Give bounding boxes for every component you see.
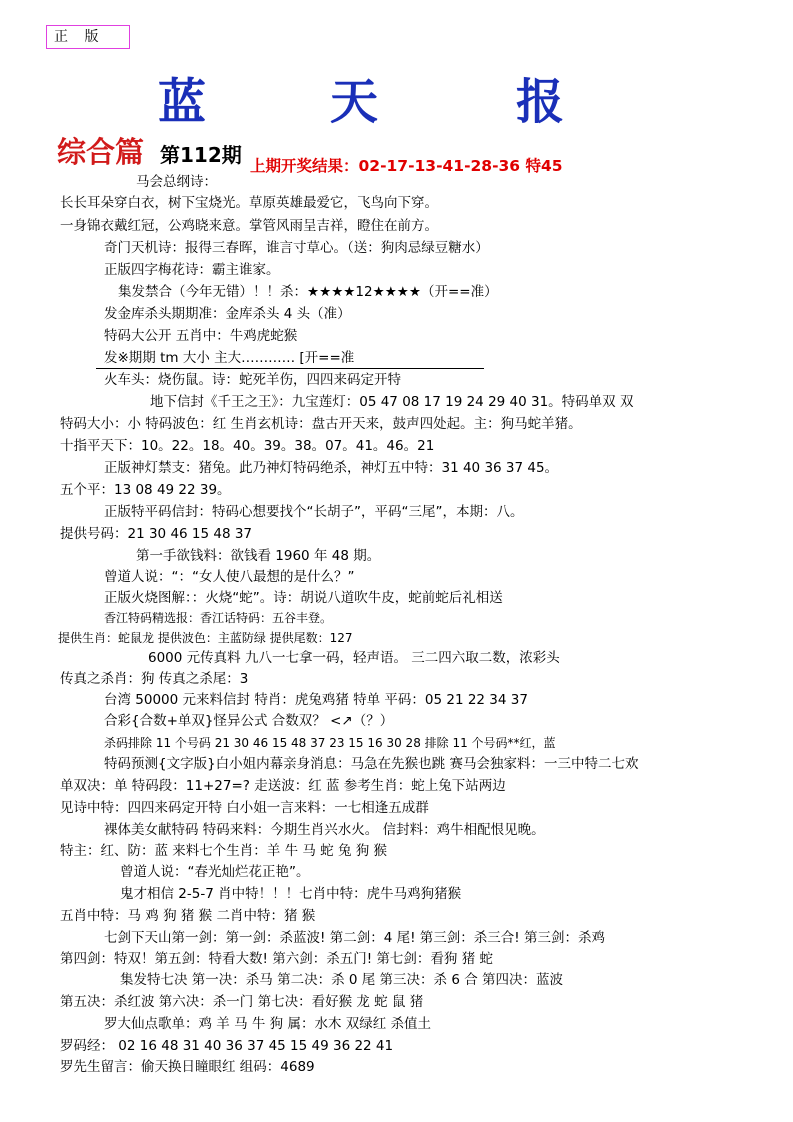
masthead-char-2: 天	[330, 74, 379, 130]
text-line: 正版神灯禁支：猪兔。此乃神灯特码绝杀，神灯五中特：31 40 36 37 45。	[104, 460, 559, 476]
text-line: 特码预测{文字版}白小姐内幕亲身消息：马急在先猴也跳 赛马会独家料：一三中特二七欢	[104, 756, 639, 772]
text-line: 台湾 50000 元来料信封 特肖：虎兔鸡猪 特单 平码：05 21 22 34 37	[104, 692, 528, 708]
text-line: 集发禁合（今年无错）！！杀：★★★★12★★★★（开==准）	[118, 284, 498, 300]
text-line: 见诗中特：四四来码定开特 白小姐一言来料：一七相逢五成群	[60, 800, 429, 816]
text-line: 发※期期 tm 大小 主大………… [开==准	[104, 350, 355, 366]
text-line: 单双决：单 特码段：11+27=? 走送波：红 蓝 参考生肖：蛇上兔下站两边	[60, 778, 506, 794]
text-line: 地下信封《千王之王》：九宝莲灯：05 47 08 17 19 24 29 40 31。特码单双 双	[150, 394, 634, 410]
text-line: 发金库杀头期期准：金库杀头 4 头（准）	[104, 306, 351, 322]
text-line: 正版四字梅花诗：霸主谁家。	[104, 262, 280, 278]
text-line: 罗先生留言：偷天换日瞳眼红 组码：4689	[60, 1059, 315, 1075]
text-line: 长长耳朵穿白衣，树下宝烧光。草原英雄最爱它，飞鸟向下穿。	[60, 195, 438, 211]
text-line: 香江特码精选报：香江话特码：五谷丰登。	[104, 611, 333, 625]
text-line: 五个平：13 08 49 22 39。	[60, 482, 231, 498]
text-line: 五肖中特：马 鸡 狗 猪 猴 二肖中特：猪 猴	[60, 908, 316, 924]
text-line: 特码大小：小 特码波色：红 生肖玄机诗：盘古开天来，鼓声四处起。主：狗马蛇羊猪。	[60, 416, 582, 432]
masthead-char-3: 报	[516, 74, 565, 130]
text-line: 特主：红、防：蓝 来料七个生肖：羊 牛 马 蛇 兔 狗 猴	[60, 843, 388, 859]
text-line: 罗大仙点歌单：鸡 羊 马 牛 狗 属：水木 双绿红 杀值土	[104, 1016, 432, 1032]
issue-number: 第112期	[160, 143, 242, 167]
text-line: 集发特七决 第一决：杀马 第二决：杀 0 尾 第三决：杀 6 合 第四决：蓝波	[120, 972, 564, 988]
text-line: 第四剑：特双！第五剑：特看大数! 第六剑：杀五门! 第七剑：看狗 猪 蛇	[60, 951, 493, 967]
edition-badge: 正 版	[46, 25, 130, 49]
text-line: 杀码排除 11 个号码 21 30 46 15 48 37 23 15 16 30 28 排除 11 个号码**红，蓝	[104, 736, 556, 750]
text-line: 第一手欲钱料：欲钱看 1960 年 48 期。	[136, 548, 381, 564]
text-line: 裸体美女献特码 特码来料：今期生肖兴水火。 信封料：鸡牛相配恨见晚。	[104, 822, 545, 838]
text-line: 第五决：杀红波 第六决：杀一门 第七决：看好猴 龙 蛇 鼠 猪	[60, 994, 424, 1010]
text-line: 6000 元传真料 九八一七拿一码，轻声语。 三二四六取二数，浓彩头	[148, 650, 560, 666]
text-line: 奇门天机诗：报得三春晖，谁言寸草心。（送：狗肉忌绿豆糖水）	[104, 240, 489, 256]
text-line: 特码大公开 五肖中：牛鸡虎蛇猴	[104, 328, 298, 344]
text-line: 火车头：烧伤鼠。诗：蛇死羊伤，四四来码定开特	[104, 372, 401, 388]
text-line: 曾道人说：“春光灿烂花正艳”。	[120, 864, 310, 880]
last-draw-result: 上期开奖结果：02-17-13-41-28-36 特45	[250, 157, 563, 175]
text-line: 鬼才相信 2-5-7 肖中特！！！七肖中特：虎牛马鸡狗猪猴	[120, 886, 462, 902]
divider-rule	[96, 368, 484, 369]
text-line: 一身锦衣戴红冠，公鸡晓来意。掌管风雨呈吉祥，瞪住在前方。	[60, 218, 438, 234]
text-line: 提供号码：21 30 46 15 48 37	[60, 526, 253, 542]
text-line: 正版火烧图解：：火烧“蛇”。诗：胡说八道吹牛皮，蛇前蛇后礼相送	[104, 590, 503, 606]
text-line: 曾道人说：“：“女人使八最想的是什么？”	[104, 569, 355, 585]
text-line: 七剑下天山第一剑：第一剑：杀蓝波! 第二剑：4 尾! 第三剑：杀三合! 第三剑：杀鸡	[104, 930, 605, 946]
text-line: 十指平天下：10。22。18。40。39。38。07。41。46。21	[60, 438, 435, 454]
text-line: 正版特平码信封：特码心想要找个“长胡子”，平码“三尾”，本期：八。	[104, 504, 524, 520]
text-line: 马会总纲诗：	[136, 174, 217, 190]
masthead-char-1: 蓝	[158, 74, 207, 130]
text-line: 传真之杀肖：狗 传真之杀尾：3	[60, 671, 249, 687]
text-line: 合彩{合数+单双}怪异公式 合数双？ <↗（？）	[104, 713, 394, 729]
text-line: 罗码经： 02 16 48 31 40 36 37 45 15 49 36 22 41	[60, 1038, 394, 1054]
text-line: 提供生肖：蛇鼠龙 提供波色：主蓝防绿 提供尾数：127	[58, 631, 353, 645]
section-title: 综合篇	[57, 135, 145, 169]
